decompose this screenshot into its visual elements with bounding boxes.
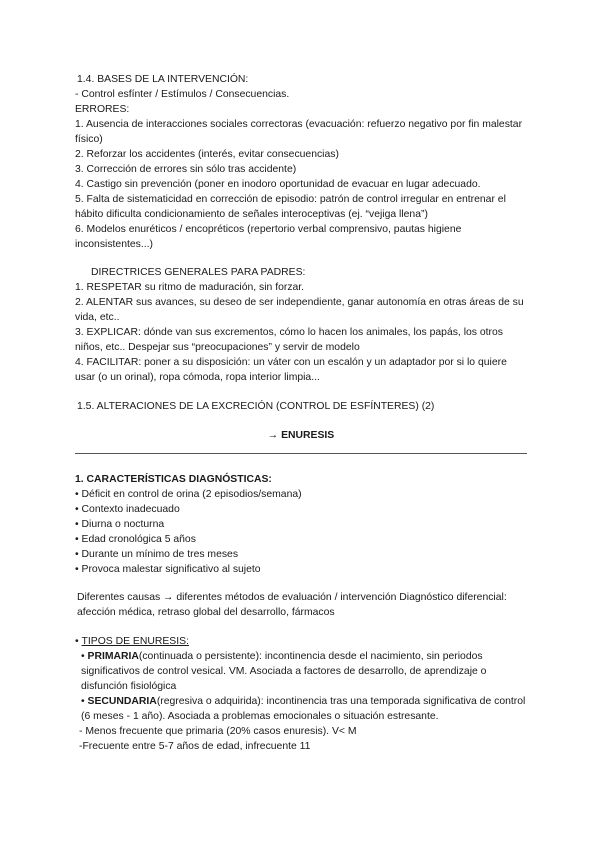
nota-item: -Frecuente entre 5-7 años de edad, infrecuente 11 [79,741,311,752]
section-title-1-4: 1.4. BASES DE LA INTERVENCIÓN: [77,74,249,85]
secundaria-paragraph [75,694,527,724]
section-subtitle: - Control esfínter / Estímulos / Consecuencias. [75,89,290,100]
tipos-heading-label: TIPOS DE ENURESIS: [81,636,189,647]
error-item: 5. Falta de sistematicidad en corrección de episodio: patrón de control irregular en entrenar el hábito dificulta condicionamiento de señales interoceptivas (ej. “vejiga llena”) [75,194,506,220]
primaria-label: PRIMARIA [87,651,139,662]
tipos-heading [75,634,527,649]
directriz-item: 3. EXPLICAR: dónde van sus excrementos, cómo lo hacen los animales, los papás, los otros niños, etc.. Despejar sus “preocupaciones” y servir de modelo [75,327,503,353]
divider-line [75,453,527,454]
diagnostic-item: • Diurna o nocturna [75,517,527,532]
errores-heading: ERRORES: [75,104,130,115]
diagnostic-item: • Edad cronológica 5 años [75,532,527,547]
document-page [75,72,527,754]
secundaria-text: (regresiva o adquirida): incontinencia tras una temporada significativa de control (6 meses - 1 año). Asociada a problemas emocionales o situación estresante. [81,696,526,722]
enuresis-heading: → ENURESIS [267,430,335,441]
diagnostic-item: • Provoca malestar significativo al sujeto [75,562,527,577]
diagnostic-item: • Durante un mínimo de tres meses [75,547,527,562]
diagnostic-heading: 1. CARACTERÍSTICAS DIAGNÓSTICAS: [75,474,272,485]
secundaria-label: SECUNDARIA [87,696,157,707]
error-item: 6. Modelos enuréticos / encopréticos (repertorio verbal comprensivo, pautas higiene inconsistentes...) [75,224,462,250]
error-item: 2. Reforzar los accidentes (interés, evitar consecuencias) [75,149,339,160]
section-title-1-5: 1.5. ALTERACIONES DE LA EXCRECIÓN (CONTROL DE ESFÍNTERES) (2) [77,401,435,412]
diagnostic-item: • Déficit en control de orina (2 episodios/semana) [75,487,527,502]
directrices-heading: DIRECTRICES GENERALES PARA PADRES: [91,267,306,278]
primaria-text: (continuada o persistente): incontinencia desde el nacimiento, sin periodos significativos de control vesical. VM. Asociada a factores de desarrollo, de aprendizaje o disfunción fisiológica [81,651,487,692]
directriz-item: 1. RESPETAR su ritmo de maduración, sin forzar. [75,282,305,293]
diagnostic-item: • Contexto inadecuado [75,502,527,517]
causas-paragraph: Diferentes causas → diferentes métodos de evaluación / intervención Diagnóstico diferencial: afección médica, retraso global del desarrollo, fármacos [77,592,507,618]
directriz-item: 2. ALENTAR sus avances, su deseo de ser independiente, ganar autonomía en otras áreas de su vida, etc.. [75,297,524,323]
error-item: 1. Ausencia de interacciones sociales correctoras (evacuación: refuerzo negativo por fin malestar físico) [75,119,523,145]
directriz-item: 4. FACILITAR: poner a su disposición: un váter con un escalón y un adaptador por si lo quiere usar (o un orinal), ropa cómoda, ropa interior limpia... [75,357,507,383]
primaria-paragraph [75,649,527,694]
error-item: 3. Corrección de errores sin sólo tras accidente) [75,164,297,175]
error-item: 4. Castigo sin prevención (poner en inodoro oportunidad de evacuar en lugar adecuado. [75,179,481,190]
nota-item: - Menos frecuente que primaria (20% casos enuresis). V< M [79,726,357,737]
